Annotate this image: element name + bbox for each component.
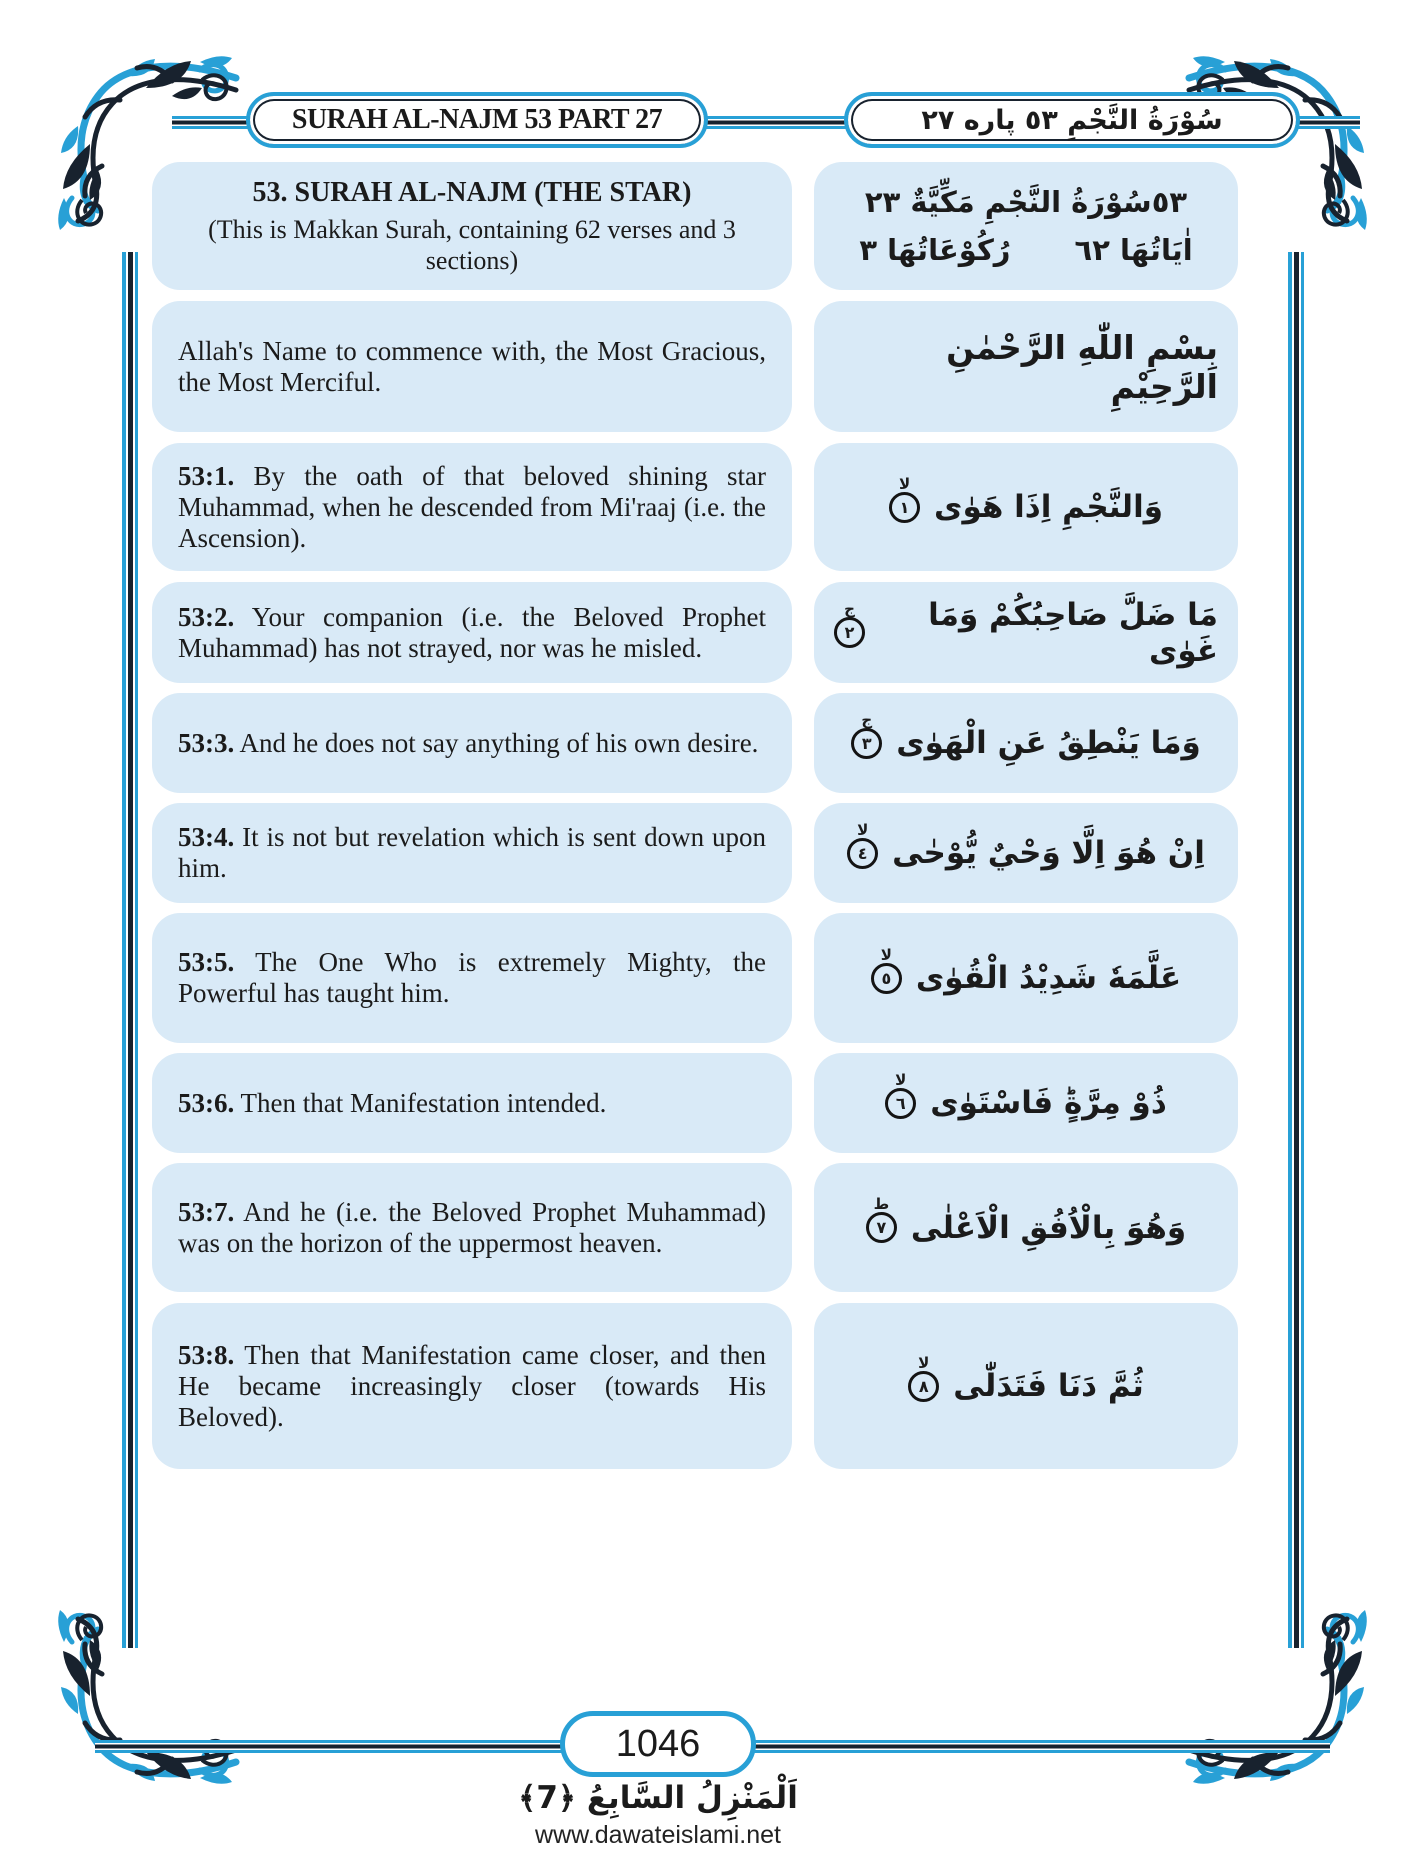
- ayah-marker: [889, 474, 920, 523]
- verse-row: [152, 443, 1238, 571]
- header-title-english: SURAH AL-NAJM 53 PART 27: [291, 104, 663, 135]
- verse-text-english: It is not but revelation which is sent down upon him.: [178, 822, 767, 883]
- verse-arabic-block: [814, 1053, 1238, 1153]
- verse-row: [152, 1303, 1238, 1469]
- manzil-label: اَلْمَنْزِلُ السَّابِعُ ﴿7﴾: [518, 1780, 798, 1816]
- verse-ref: 53:2.: [178, 601, 235, 632]
- header-banner-english: [246, 92, 708, 148]
- ayah-number: ٨: [908, 1371, 939, 1402]
- verse-row: [152, 693, 1238, 793]
- corner-flourish-icon: [50, 1600, 242, 1792]
- ayah-marker: [834, 600, 865, 648]
- basmala-arabic-block: [814, 301, 1238, 432]
- verse-text-english: Then that Manifestation intended.: [240, 1087, 607, 1118]
- basmala-arabic: بِسْمِ اللّٰهِ الرَّحْمٰنِ الرَّحِيْمِ: [946, 327, 1218, 406]
- corner-flourish-icon: [1183, 1600, 1375, 1792]
- header-rule: [172, 116, 250, 129]
- frame-border-left: [122, 252, 138, 1648]
- page-number: 1046: [615, 1722, 701, 1765]
- verse-text-english: By the oath of that beloved shining star Muhammad, when he descended from Mi'raaj (i.e. the Ascension).: [178, 460, 767, 553]
- verse-text-arabic: مَا ضَلَّ صَاحِبُكُمْ وَمَا غَوٰى: [928, 596, 1218, 669]
- surah-title: 53. SURAH AL-NAJM (THE STAR): [252, 176, 692, 208]
- frame-border-right: [1288, 252, 1304, 1648]
- surah-subtitle: (This is Makkan Surah, containing 62 verses and 3 sections): [208, 214, 736, 275]
- verse-text-arabic: وَالنَّجْمِ اِذَا هَوٰى: [934, 489, 1163, 525]
- basmala-row: [152, 301, 1238, 432]
- surah-counts-arabic: [859, 233, 1192, 267]
- verse-row: [152, 1053, 1238, 1153]
- surah-title-block: [152, 162, 792, 290]
- stop-mark: لا: [880, 945, 892, 964]
- website-link[interactable]: www.dawateislami.net: [535, 1821, 781, 1849]
- verse-ref: 53:6.: [178, 1087, 235, 1118]
- verse-translation: [152, 1053, 792, 1153]
- verse-ref: 53:5.: [178, 947, 235, 977]
- verse-arabic-block: [814, 1163, 1238, 1292]
- ayah-marker: [885, 1070, 916, 1119]
- ayah-number: ٧: [866, 1212, 897, 1243]
- verse-arabic-block: [814, 913, 1238, 1043]
- verse-row: [152, 1163, 1238, 1292]
- verse-text-english: And he does not say anything of his own desire.: [239, 727, 759, 758]
- verse-text-arabic: ثُمَّ دَنَا فَتَدَلّٰى: [953, 1368, 1144, 1404]
- verse-text-english: Your companion (i.e. the Beloved Prophet Muhammad) has not strayed, nor was he misled.: [178, 601, 766, 663]
- ayat-count-arabic: اٰيَاتُهَا ٦٢: [1074, 233, 1193, 267]
- ayah-number: ٥: [871, 963, 902, 994]
- verse-text-arabic: عَلَّمَهٗ شَدِيْدُ الْقُوٰى: [915, 960, 1182, 996]
- ayah-marker: [866, 1195, 897, 1243]
- verse-arabic-block: [814, 582, 1238, 683]
- verse-text-english: And he (i.e. the Beloved Prophet Muhammad) was on the horizon of the uppermost heaven.: [178, 1196, 766, 1258]
- verse-ref: 53:8.: [178, 1339, 235, 1370]
- verse-ref: 53:1.: [178, 460, 235, 491]
- verse-row: [152, 803, 1238, 903]
- ayah-number: ٣: [851, 728, 882, 759]
- verse-text-arabic: اِنْ هُوَ اِلَّا وَحْيٌ يُّوْحٰى: [892, 835, 1205, 871]
- ayah-marker: [871, 945, 902, 994]
- header-rule: [1296, 116, 1360, 129]
- header-banner-arabic: [844, 92, 1300, 148]
- stop-mark: لا: [857, 820, 869, 839]
- ayah-number: ٢: [834, 617, 865, 648]
- verse-text-arabic: وَهُوَ بِالْاُفُقِ الْاَعْلٰى: [910, 1209, 1187, 1246]
- verse-translation: [152, 1303, 792, 1469]
- header-title-arabic: سُوْرَةُ النَّجْمِ ٥٣ پاره ٢٧: [921, 104, 1223, 136]
- verse-arabic-block: [814, 1303, 1238, 1469]
- stop-mark: لا: [895, 1070, 907, 1089]
- stop-mark: ط: [873, 1195, 890, 1213]
- verse-text-arabic: ذُوْ مِرَّةٍؕ فَاسْتَوٰى: [930, 1085, 1167, 1121]
- verse-text-english: Then that Manifestation came closer, and then He became increasingly closer (towards His Beloved).: [178, 1339, 766, 1432]
- verse-translation: [152, 582, 792, 683]
- header-rule: [706, 116, 846, 129]
- verse-ref: 53:3.: [178, 727, 235, 758]
- stop-mark: ج: [861, 710, 873, 729]
- ayah-marker: [851, 710, 882, 759]
- verse-translation: [152, 803, 792, 903]
- surah-heading-row: [152, 162, 1238, 290]
- ayah-number: ٤: [847, 838, 878, 869]
- verse-row: [152, 913, 1238, 1043]
- verse-translation: [152, 913, 792, 1043]
- surah-heading-arabic-block: [814, 162, 1238, 290]
- basmala-translation: Allah's Name to commence with, the Most Gracious, the Most Merciful.: [152, 301, 792, 432]
- verse-ref: 53:4.: [178, 822, 235, 852]
- verse-arabic-block: [814, 443, 1238, 571]
- verse-text-english: The One Who is extremely Mighty, the Powerful has taught him.: [178, 947, 766, 1008]
- ayah-number: ٦: [885, 1088, 916, 1119]
- ayah-marker: [908, 1353, 939, 1402]
- verse-translation: [152, 693, 792, 793]
- stop-mark: ج: [844, 600, 855, 618]
- verse-translation: [152, 443, 792, 571]
- surah-name-arabic: ٥٣سُوْرَةُ النَّجْمِ مَكِّيَّةٌ ٢٣: [864, 185, 1188, 219]
- ruku-count-arabic: رُكُوْعَاتُهَا ٣: [859, 233, 1011, 267]
- verse-ref: 53:7.: [178, 1196, 235, 1227]
- ayah-marker: [847, 820, 878, 869]
- ayah-number: ١: [889, 492, 920, 523]
- stop-mark: لا: [898, 474, 911, 493]
- verse-text-arabic: وَمَا يَنْطِقُ عَنِ الْهَوٰى: [896, 725, 1201, 761]
- verse-arabic-block: [814, 693, 1238, 793]
- page-number-badge: [560, 1711, 756, 1777]
- verse-arabic-block: [814, 803, 1238, 903]
- verse-translation: [152, 1163, 792, 1292]
- stop-mark: لا: [918, 1353, 930, 1372]
- verse-row: [152, 582, 1238, 683]
